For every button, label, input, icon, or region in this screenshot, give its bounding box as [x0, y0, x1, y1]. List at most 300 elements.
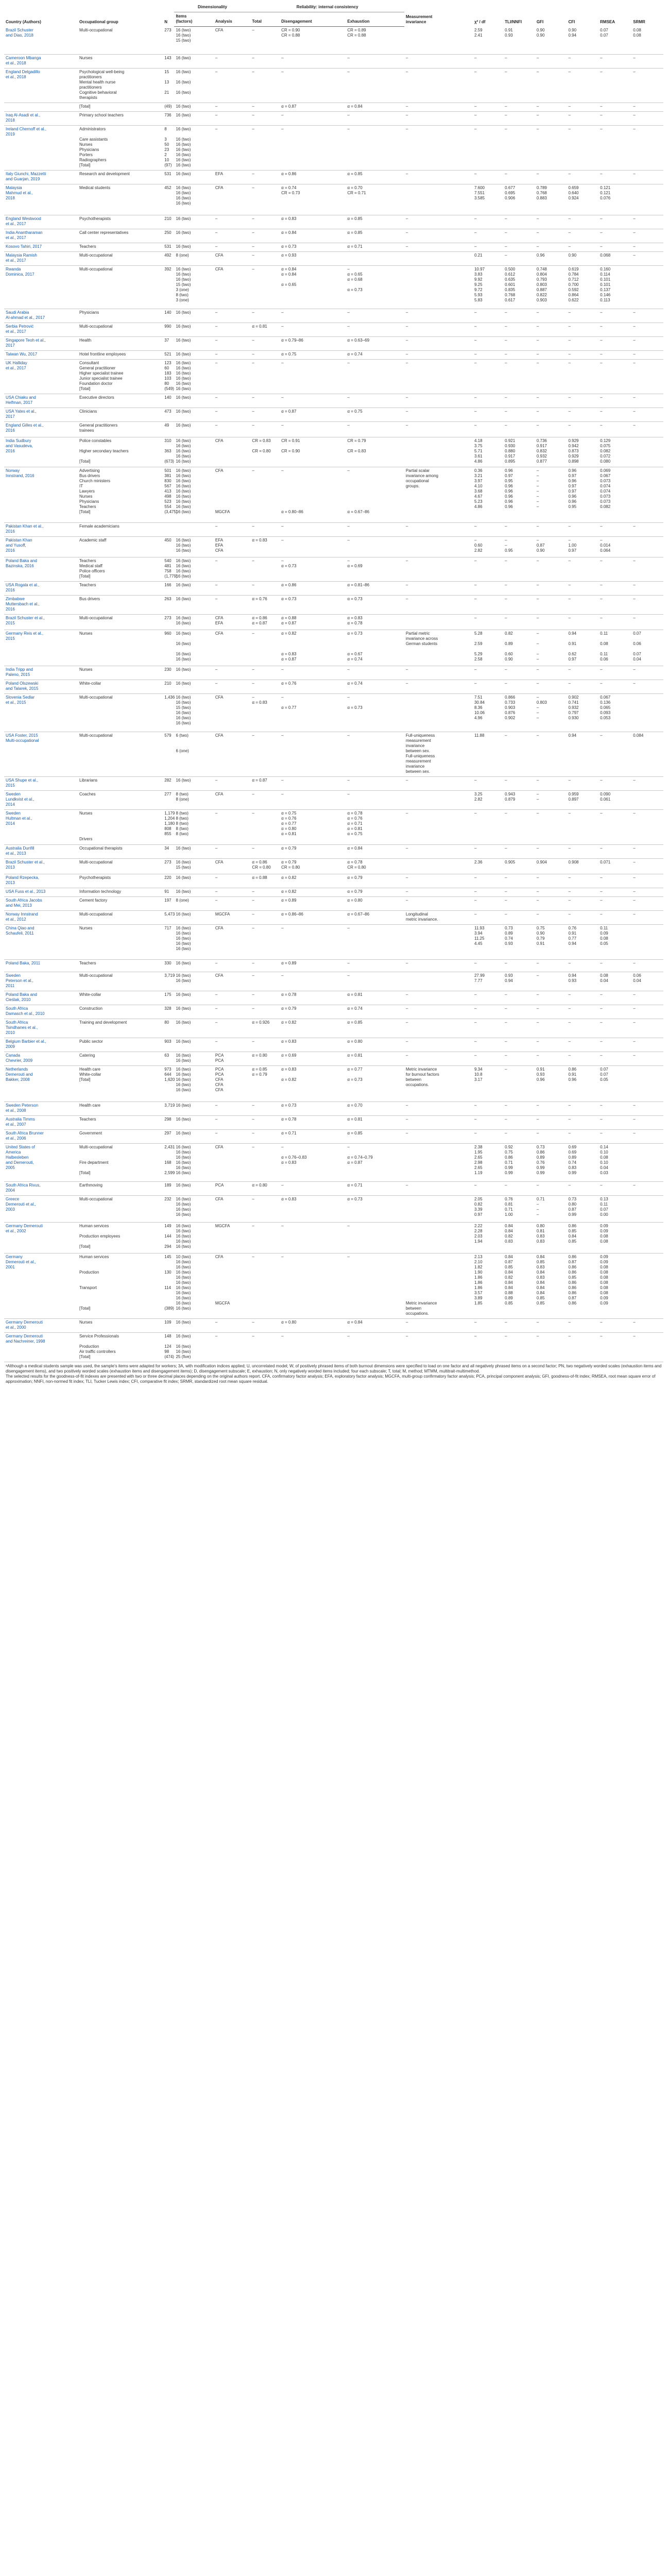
cell-items: 8 (one): [174, 897, 213, 911]
cell-measurement-invariance: [404, 972, 473, 991]
cell-rmsea: 0.14 0.10 0.08 0.10 0.04 0.03: [598, 1144, 631, 1182]
cell-items: 16 (two) 16 (two): [174, 972, 213, 991]
cell-total: –: [250, 408, 280, 422]
cell-country[interactable]: Italy Giunchi, Mazzetti and Guarjan, 2019: [4, 171, 78, 184]
table-row: [4, 1005, 663, 1019]
cell-rmsea: 0.090 0.061: [598, 791, 631, 810]
cell-occupational-group: Teachers: [78, 243, 163, 252]
cell-country[interactable]: Kosovo Tahiri, 2017: [4, 243, 78, 252]
cell-srmr: –: [631, 351, 663, 360]
cell-occupational-group: Executive directors: [78, 394, 163, 408]
cell-disengagement: –: [280, 777, 346, 791]
cell-country[interactable]: USA Foster, 2015 Multi-occupational: [4, 732, 78, 777]
header-items: Items (factors): [174, 12, 213, 27]
cell-country[interactable]: USA Rogala et al., 2016: [4, 582, 78, 596]
cell-disengagement: α = 0.73: [280, 596, 346, 615]
cell-country[interactable]: England Gilles et al., 2016: [4, 422, 78, 437]
cell-country[interactable]: India Sudbury and Vasudeva, 2016: [4, 437, 78, 467]
cell-occupational-group: Research and development: [78, 171, 163, 184]
cell-rmsea: –: [598, 960, 631, 972]
cell-gfi: –: [535, 55, 567, 69]
cell-tli: –: [503, 1066, 535, 1102]
header-tli: TLI/NNFI: [505, 19, 522, 24]
cell-gfi: –: [535, 309, 567, 323]
cell-rmsea: –: [598, 69, 631, 103]
cell-occupational-group: Multi-occupational: [78, 615, 163, 630]
cell-cfi: – 1.00 0.97: [567, 537, 598, 557]
cell-country[interactable]: Australia Timms et al., 2007: [4, 1116, 78, 1130]
cell-rmsea: –: [598, 615, 631, 630]
cell-items: 16 (two) 16 (two) 16 (two) 16 (two) 16 (two): [174, 1223, 213, 1253]
table-row: [4, 845, 663, 859]
cell-country[interactable]: Poland Rzepecka, 2013: [4, 874, 78, 888]
cell-country[interactable]: Germany Demerouti et al., 2000: [4, 1319, 78, 1333]
cell-chi-df: –: [473, 888, 503, 897]
cell-rmsea: 0.068: [598, 252, 631, 266]
cell-country[interactable]: Pakistan Khan et al., 2016: [4, 523, 78, 537]
cell-country[interactable]: Iraq Al-Asadi et al., 2018: [4, 112, 78, 126]
cell-rmsea: 0.11 0.08 0.11 0.06: [598, 630, 631, 666]
cell-disengagement: – α = 0.76–0.83 α = 0.83: [280, 1144, 346, 1182]
cell-disengagement: α = 0.71: [280, 1130, 346, 1144]
cell-analysis: –: [214, 229, 251, 243]
cell-items: 16 (two): [174, 888, 213, 897]
cell-tli: 0.76 0.81 0.71 1.00: [503, 1196, 535, 1223]
cell-country[interactable]: Sweden Hultman et al., 2014: [4, 810, 78, 845]
cell-country[interactable]: Poland Baka and Bazinska, 2016: [4, 557, 78, 582]
cell-country[interactable]: Sweden Peterson et al., 2011: [4, 972, 78, 991]
cell-n: 310 363 (673): [163, 437, 174, 467]
cell-country[interactable]: Brazil Schuster et al., 2015: [4, 615, 78, 630]
cell-analysis: –: [214, 1019, 251, 1038]
cell-country[interactable]: Taiwan Wu, 2017: [4, 351, 78, 360]
cell-country[interactable]: India Tripp and Paleno, 2015: [4, 666, 78, 680]
cell-total: –: [250, 337, 280, 351]
cell-total: α = 0.80: [250, 1052, 280, 1066]
cell-rmsea: –: [598, 323, 631, 337]
table-row: [4, 394, 663, 408]
cell-n: 297: [163, 1130, 174, 1144]
cell-country[interactable]: China Qiao and Schaufeli, 2011: [4, 925, 78, 960]
cell-n: 145 130 114 (389): [163, 1253, 174, 1319]
cell-gfi: –: [535, 897, 567, 911]
cell-occupational-group: Nurses: [78, 1319, 163, 1333]
cell-analysis: –: [214, 1130, 251, 1144]
cell-tli: –: [503, 360, 535, 394]
cell-country[interactable]: Brazil Schuster et al., 2013: [4, 859, 78, 874]
cell-country[interactable]: Saudi Arabia Al-ahmad et al., 2017: [4, 309, 78, 323]
cell-srmr: [631, 537, 663, 557]
cell-measurement-invariance: [404, 1144, 473, 1182]
cell-exhaustion: α = 0.84: [346, 103, 404, 112]
cell-total: –: [250, 126, 280, 171]
cell-country[interactable]: Germany Demerouti and Nachreiner, 1998: [4, 1333, 78, 1362]
cell-country: [4, 103, 78, 112]
cell-n: 175: [163, 991, 174, 1005]
cell-disengagement: – α = 0.73: [280, 557, 346, 582]
cell-n: 210: [163, 680, 174, 694]
cell-country[interactable]: Greece Demerouti et al., 2003: [4, 1196, 78, 1223]
cell-n: 717: [163, 925, 174, 960]
cell-analysis: –: [214, 1038, 251, 1052]
cell-measurement-invariance: [404, 266, 473, 309]
cell-tli: –: [503, 69, 535, 103]
cell-srmr: –: [631, 394, 663, 408]
table-row: [4, 266, 663, 309]
cell-country[interactable]: Singapore Teoh et al., 2017: [4, 337, 78, 351]
cell-measurement-invariance: [404, 27, 473, 55]
cell-srmr: –: [631, 112, 663, 126]
cell-exhaustion: –: [346, 960, 404, 972]
cell-tli: – – 0.95: [503, 537, 535, 557]
cell-chi-df: –: [473, 408, 503, 422]
cell-country[interactable]: Poland Olszewski and Talarek, 2015: [4, 680, 78, 694]
cell-exhaustion: α = 0.73 α = 0.67 α = 0.74: [346, 630, 404, 666]
cell-occupational-group: Hotel frontline employees: [78, 351, 163, 360]
cell-cfi: –: [567, 845, 598, 859]
cell-measurement-invariance: [404, 859, 473, 874]
cell-chi-df: –: [473, 360, 503, 394]
cell-srmr: –: [631, 1182, 663, 1196]
cell-chi-df: –: [473, 666, 503, 680]
cell-country[interactable]: South Africa Tsindhanes et al., 2010: [4, 1019, 78, 1038]
cell-tli: –: [503, 394, 535, 408]
cell-chi-df: –: [473, 69, 503, 103]
cell-srmr: [631, 184, 663, 215]
cell-total: –: [250, 1038, 280, 1052]
cell-chi-df: 11.88: [473, 732, 503, 777]
cell-srmr: –: [631, 1052, 663, 1066]
cell-cfi: –: [567, 582, 598, 596]
cell-cfi: –: [567, 394, 598, 408]
cell-disengagement: –: [280, 1333, 346, 1362]
table-row: [4, 27, 663, 55]
cell-rmsea: –: [598, 897, 631, 911]
cell-tli: –: [503, 1052, 535, 1066]
table-row: [4, 112, 663, 126]
cell-tli: –: [503, 582, 535, 596]
cell-disengagement: α = 0.83: [280, 1196, 346, 1223]
cell-tli: –: [503, 680, 535, 694]
cell-analysis: –: [214, 666, 251, 680]
cell-occupational-group: Government: [78, 1130, 163, 1144]
cell-chi-df: –: [473, 680, 503, 694]
cell-srmr: –: [631, 55, 663, 69]
cell-gfi: – 0.87 0.90: [535, 537, 567, 557]
cell-country[interactable]: UK Halliday et al., 2017: [4, 360, 78, 394]
cell-chi-df: 9.34 10.8 3.17: [473, 1066, 503, 1102]
cell-srmr: [631, 1196, 663, 1223]
cell-country[interactable]: United States of America Halbesleben and Demerouti, 2005: [4, 1144, 78, 1182]
cell-occupational-group: Human services Production Transport [Total]: [78, 1253, 163, 1319]
cell-disengagement: α = 0.79 CR = 0.80: [280, 859, 346, 874]
cell-country[interactable]: South Africa Jacobs and Mei, 2013: [4, 897, 78, 911]
cell-country[interactable]: Rwanda Dominica, 2017: [4, 266, 78, 309]
cell-cfi: –: [567, 897, 598, 911]
cell-country[interactable]: Cameroon Mbanga et al., 2018: [4, 55, 78, 69]
cell-country[interactable]: Canada Chevrier, 2009: [4, 1052, 78, 1066]
cell-disengagement: α = 0.84: [280, 229, 346, 243]
cell-country[interactable]: England Delgadillo et al., 2018: [4, 69, 78, 103]
cell-srmr: [631, 1223, 663, 1253]
cell-measurement-invariance: Full-uniqueness measurement invariance between sex. Full-uniqueness measurement invariance between sex.: [404, 732, 473, 777]
cell-cfi: –: [567, 360, 598, 394]
cell-tli: 0.905: [503, 859, 535, 874]
cell-n: 1,179 1,204 1,180 808 855: [163, 810, 174, 845]
cell-total: –: [250, 171, 280, 184]
cell-total: –: [250, 666, 280, 680]
cell-total: α = 0.80: [250, 1182, 280, 1196]
cell-country[interactable]: Sweden Lundkvist et al., 2014: [4, 791, 78, 810]
cell-chi-df: 0.21: [473, 252, 503, 266]
cell-analysis: –: [214, 523, 251, 537]
cell-chi-df: –: [473, 897, 503, 911]
cell-exhaustion: –: [346, 55, 404, 69]
cell-occupational-group: Nurses: [78, 666, 163, 680]
cell-country[interactable]: Norway Innstrand, 2016: [4, 467, 78, 523]
cell-occupational-group: Teachers: [78, 582, 163, 596]
cell-tli: –: [503, 874, 535, 888]
cell-analysis: CFA: [214, 732, 251, 777]
cell-country[interactable]: Ireland Chernoff et al., 2019: [4, 126, 78, 171]
table-footnotes: ᵃAlthough a medical students sample was used, the sample's items were adapted for workers; 3A, with modification indices applied; U, uncorrelated model; W, of positively phrased items of both burnout dimensions were specified to load on one factor and all negatively phrased items on a second factor; PN, two negatively worded scales (exhaustion items and disengagement items), and two positively worded scales (exhaustion items and disengagement items); D, disengagement subscale; E, exhaustion; N, only negatively worded items included; four each subscale; T, total; M, method; MTMM, multitrait-multimethod. The selected results for the goodness-of-fit indexes are presented with two or three decimal places depending on the original authors report. CFA, confirmatory factor analysis; EFA, exploratory factor analysis; MGCFA, multi-group confirmatory factor analysis; PCA, principal component analysis; GFI, goodness-of-fit index; RMSEA, root mean square error of approximation; NNFI, non-normed fit index; TLI, Tucker Lewis index; CFI, comparative fit index; SRMR, standardized root mean square residual.: [6, 1364, 662, 1384]
cell-exhaustion: α = 0.81: [346, 1116, 404, 1130]
cell-country[interactable]: Serbia Petrović et al., 2017: [4, 323, 78, 337]
cell-country[interactable]: Germany Demerouti et al., 2001: [4, 1253, 78, 1319]
cell-cfi: –: [567, 1052, 598, 1066]
cell-gfi: –: [535, 112, 567, 126]
table-row: [4, 171, 663, 184]
table-row: [4, 243, 663, 252]
cell-country[interactable]: Pakistan Khan and Yusoff, 2016: [4, 537, 78, 557]
cell-gfi: –: [535, 1130, 567, 1144]
cell-country[interactable]: Germany Demerouti et al., 2002: [4, 1223, 78, 1253]
cell-chi-df: –: [473, 523, 503, 537]
cell-country[interactable]: Slovenia Sedlar et al., 2015: [4, 694, 78, 732]
cell-n: 123 60 183 103 80 (549): [163, 360, 174, 394]
cell-items: 10 (two) 16 (two) 16 (two) 16 (two) 16 (two) 16 (two) 16 (two) 16 (two) 16 (two) 16 (two) 16 (two): [174, 1253, 213, 1319]
cell-tli: –: [503, 422, 535, 437]
cell-country[interactable]: South Africa Brunner et al., 2006: [4, 1130, 78, 1144]
cell-disengagement: –: [280, 537, 346, 557]
cell-items: 16 (two) 16 (two) 16 (two) 16 (two) 16 (two): [174, 925, 213, 960]
cell-gfi: –: [535, 351, 567, 360]
cell-measurement-invariance: –: [404, 229, 473, 243]
cell-rmsea: –: [598, 126, 631, 171]
table-row: [4, 360, 663, 394]
cell-rmsea: –: [598, 103, 631, 112]
cell-disengagement: –: [280, 732, 346, 777]
cell-chi-df: 7.51 30.84 8.36 10.06 4.96: [473, 694, 503, 732]
cell-disengagement: α = 0.78: [280, 1116, 346, 1130]
cell-total: –: [250, 422, 280, 437]
cell-srmr: –: [631, 337, 663, 351]
cell-cfi: –: [567, 1005, 598, 1019]
cell-disengagement: –: [280, 323, 346, 337]
cell-measurement-invariance: [404, 184, 473, 215]
table-row: [4, 1144, 663, 1182]
cell-measurement-invariance: [404, 791, 473, 810]
cell-cfi: –: [567, 874, 598, 888]
cell-country[interactable]: Brazil Schuster and Dias, 2018: [4, 27, 78, 55]
cell-country[interactable]: USA Yates et al., 2017: [4, 408, 78, 422]
cell-analysis: PCA: [214, 1182, 251, 1196]
cell-srmr: –: [631, 422, 663, 437]
cell-disengagement: α = 0.86: [280, 582, 346, 596]
cell-measurement-invariance: –: [404, 360, 473, 394]
cell-country[interactable]: Poland Baka, 2011: [4, 960, 78, 972]
cell-tli: –: [503, 252, 535, 266]
cell-items: 16 (two): [174, 112, 213, 126]
cell-gfi: 0.789 0.768 0.883: [535, 184, 567, 215]
table-row: [4, 694, 663, 732]
cell-rmsea: –: [598, 171, 631, 184]
cell-tli: –: [503, 408, 535, 422]
table-row: [4, 252, 663, 266]
cell-occupational-group: Physicians: [78, 309, 163, 323]
cell-total: –: [250, 69, 280, 103]
cell-gfi: –: [535, 408, 567, 422]
cell-n: 8 3 50 23 2 10 (97): [163, 126, 174, 171]
cell-n: 990: [163, 323, 174, 337]
cell-gfi: 0.96: [535, 252, 567, 266]
cell-measurement-invariance: –: [404, 309, 473, 323]
cell-country[interactable]: USA Chiaku and Helfman, 2017: [4, 394, 78, 408]
cell-measurement-invariance: –: [404, 991, 473, 1005]
cell-exhaustion: α = 0.79: [346, 888, 404, 897]
cell-n: 263: [163, 596, 174, 615]
cell-exhaustion: –: [346, 777, 404, 791]
cell-analysis: –: [214, 1005, 251, 1019]
cell-country[interactable]: Australia Dunfill et al., 2013: [4, 845, 78, 859]
cell-occupational-group: Librarians: [78, 777, 163, 791]
cell-occupational-group: Teachers Medical staff Police officers [Total]: [78, 557, 163, 582]
cell-chi-df: –: [473, 323, 503, 337]
cell-disengagement: –: [280, 1253, 346, 1319]
cell-country[interactable]: Malaysia Mahmud et al., 2018: [4, 184, 78, 215]
cell-occupational-group: Multi-occupational: [78, 323, 163, 337]
cell-items: 16 (two) 16 (two) 16 (two) 16 (two) 16 (two): [174, 1066, 213, 1102]
cell-country[interactable]: USA Fuss et al., 2013: [4, 888, 78, 897]
cell-country[interactable]: Sweden Peterson et al., 2008: [4, 1102, 78, 1116]
cell-gfi: 0.84 0.85 0.83 0.84 0.83 0.84 0.84 0.84 0.85 0.85: [535, 1253, 567, 1319]
cell-total: –: [250, 845, 280, 859]
cell-items: 8 (two) 8 (one): [174, 791, 213, 810]
cell-items: 16 (two): [174, 309, 213, 323]
cell-rmsea: –: [598, 888, 631, 897]
cell-analysis: –: [214, 596, 251, 615]
cell-country[interactable]: South Africa Damasch et al., 2010: [4, 1005, 78, 1019]
cell-srmr: [631, 1144, 663, 1182]
cell-analysis: –: [214, 360, 251, 394]
cell-srmr: [631, 266, 663, 309]
header-n: N: [164, 19, 168, 24]
cell-country[interactable]: USA Shupe et al., 2015: [4, 777, 78, 791]
cell-gfi: –: [535, 1319, 567, 1333]
table-row: [4, 229, 663, 243]
cell-n: 148 124 98 (474): [163, 1333, 174, 1362]
cell-occupational-group: Health care White-collar [Total]: [78, 1066, 163, 1102]
cell-country[interactable]: England Westwood et al., 2017: [4, 215, 78, 229]
cell-srmr: –: [631, 1319, 663, 1333]
cell-srmr: –: [631, 615, 663, 630]
cell-n: 579: [163, 732, 174, 777]
cell-tli: 0.73 0.89 0.74 0.93: [503, 925, 535, 960]
cell-items: 16 (two): [174, 1019, 213, 1038]
cell-n: 1,436: [163, 694, 174, 732]
cell-items: 16 (two): [174, 680, 213, 694]
cell-cfi: –: [567, 680, 598, 694]
cell-cfi: –: [567, 112, 598, 126]
cell-items: 16 (two) 16 (two) 16 (two) 16 (two) 16 (two) 16 (two): [174, 360, 213, 394]
cell-n: 49: [163, 422, 174, 437]
cell-country[interactable]: India Anantharaman et al., 2017: [4, 229, 78, 243]
cell-exhaustion: α = 0.79: [346, 874, 404, 888]
cell-cfi: –: [567, 596, 598, 615]
cell-country[interactable]: Belgium Barbier et al., 2009: [4, 1038, 78, 1052]
table-row: [4, 615, 663, 630]
cell-analysis: CFA: [214, 266, 251, 309]
cell-cfi: –: [567, 1019, 598, 1038]
cell-analysis: –: [214, 991, 251, 1005]
cell-analysis: CFA: [214, 925, 251, 960]
cell-disengagement: α = 0.84 α = 0.84 α = 0.65: [280, 266, 346, 309]
cell-tli: 0.93 0.94: [503, 972, 535, 991]
cell-cfi: –: [567, 309, 598, 323]
cell-n: 63: [163, 1052, 174, 1066]
cell-disengagement: –: [280, 112, 346, 126]
cell-chi-df: –: [473, 1130, 503, 1144]
cell-disengagement: –: [280, 394, 346, 408]
cell-cfi: 0.902 0.741 0.932 0.797 0.930: [567, 694, 598, 732]
cell-gfi: 0.80 0.81 0.83 0.83: [535, 1223, 567, 1253]
cell-country[interactable]: Poland Baka and Cieślak, 2010: [4, 991, 78, 1005]
cell-rmsea: –: [598, 1116, 631, 1130]
cell-country[interactable]: South Africa Rivus, 2004: [4, 1182, 78, 1196]
cell-chi-df: –: [473, 960, 503, 972]
cell-srmr: –: [631, 666, 663, 680]
cell-cfi: –: [567, 1102, 598, 1116]
cell-measurement-invariance: [404, 537, 473, 557]
cell-occupational-group: Consultant General practitioner Higher specialist trainee Junior specialist trainee Foundation doctor [Total]: [78, 360, 163, 394]
cell-country[interactable]: Norway Innstrand et al., 2012: [4, 911, 78, 925]
table-row: [4, 103, 663, 112]
cell-srmr: –: [631, 309, 663, 323]
cell-n: 230: [163, 666, 174, 680]
cell-country[interactable]: Germany Reis et al., 2015: [4, 630, 78, 666]
cell-exhaustion: α = 0.74: [346, 351, 404, 360]
cell-country[interactable]: Zimbabwe Muttersbach et al., 2016: [4, 596, 78, 615]
cell-items: 16 (two) 16 (two) 16 (two) 16 (two) 16 (two) 16 (two) 16 (two) 16 (two) 16 (two): [174, 467, 213, 523]
cell-cfi: –: [567, 1038, 598, 1052]
cell-measurement-invariance: –: [404, 1333, 473, 1362]
cell-tli: 0.84 0.87 0.85 0.84 0.82 0.84 0.84 0.88 0.89 0.85: [503, 1253, 535, 1319]
cell-total: –: [250, 252, 280, 266]
cell-tli: –: [503, 523, 535, 537]
cell-disengagement: –: [280, 309, 346, 323]
cell-disengagement: –: [280, 523, 346, 537]
table-row: [4, 810, 663, 845]
cell-country[interactable]: Malaysia Ramish et al., 2017: [4, 252, 78, 266]
cell-country[interactable]: Netherlands Demerouti and Bakker, 2008: [4, 1066, 78, 1102]
cell-disengagement: –: [280, 126, 346, 171]
cell-items: 16 (two): [174, 991, 213, 1005]
cell-analysis: –: [214, 1333, 251, 1362]
table-body: [4, 27, 663, 1362]
cell-measurement-invariance: –: [404, 55, 473, 69]
cell-items: 16 (two): [174, 103, 213, 112]
cell-tli: –: [503, 666, 535, 680]
